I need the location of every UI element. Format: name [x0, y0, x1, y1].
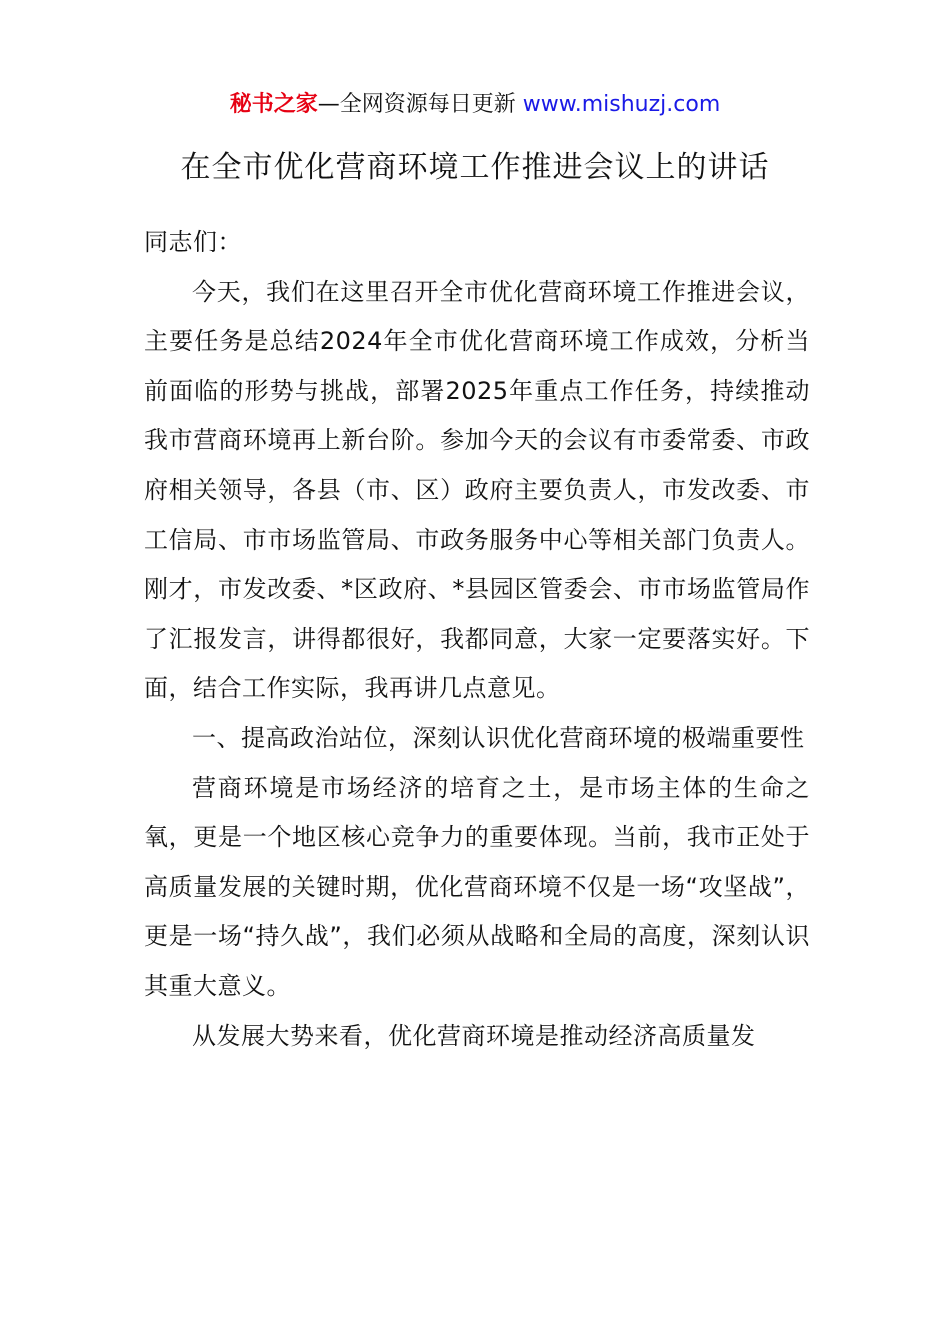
- document-title: 在全市优化营商环境工作推进会议上的讲话: [180, 150, 770, 185]
- paragraph-opening: 今天，我们在这里召开全市优化营商环境工作推进会议，主要任务是总结2024年全市优化营商环境工作成效，分析当前面临的形势与挑战，部署2025年重点工作任务，持续推动我市营商环境再上新台阶。参加今天的会议有市委常委、市政府相关领导，各县（市、区）政府主要负责人，市发改委、市工信局、市市场监管局、市政务服务中心等相关部门负责人。刚才，市发改委、*区政府、*县园区管委会、市市场监管局作了汇报发言，讲得都很好，我都同意，大家一定要落实好。下面，结合工作实际，我再讲几点意见。: [144, 277, 810, 703]
- site-url-link[interactable]: www.mishuzj.com: [522, 92, 721, 117]
- document-body: [144, 218, 810, 1061]
- section-heading-1: 一、提高政治站位，深刻认识优化营商环境的极端重要性: [192, 723, 805, 752]
- site-tagline: —全网资源每日更新: [317, 92, 523, 117]
- paragraph-development-trend: 从发展大势来看，优化营商环境是推动经济高质量发: [192, 1021, 756, 1050]
- paragraph-section-1: 营商环境是市场经济的培育之土，是市场主体的生命之氧，更是一个地区核心竞争力的重要体现。当前，我市正处于高质量发展的关键时期，优化营商环境不仅是一场“攻坚战”，更是一场“持久战”，我们必须从战略和全局的高度，深刻认识其重大意义。: [144, 773, 810, 1000]
- site-header: [0, 88, 950, 122]
- site-brand: 秘书之家: [229, 92, 318, 117]
- salutation: 同志们：: [144, 228, 242, 256]
